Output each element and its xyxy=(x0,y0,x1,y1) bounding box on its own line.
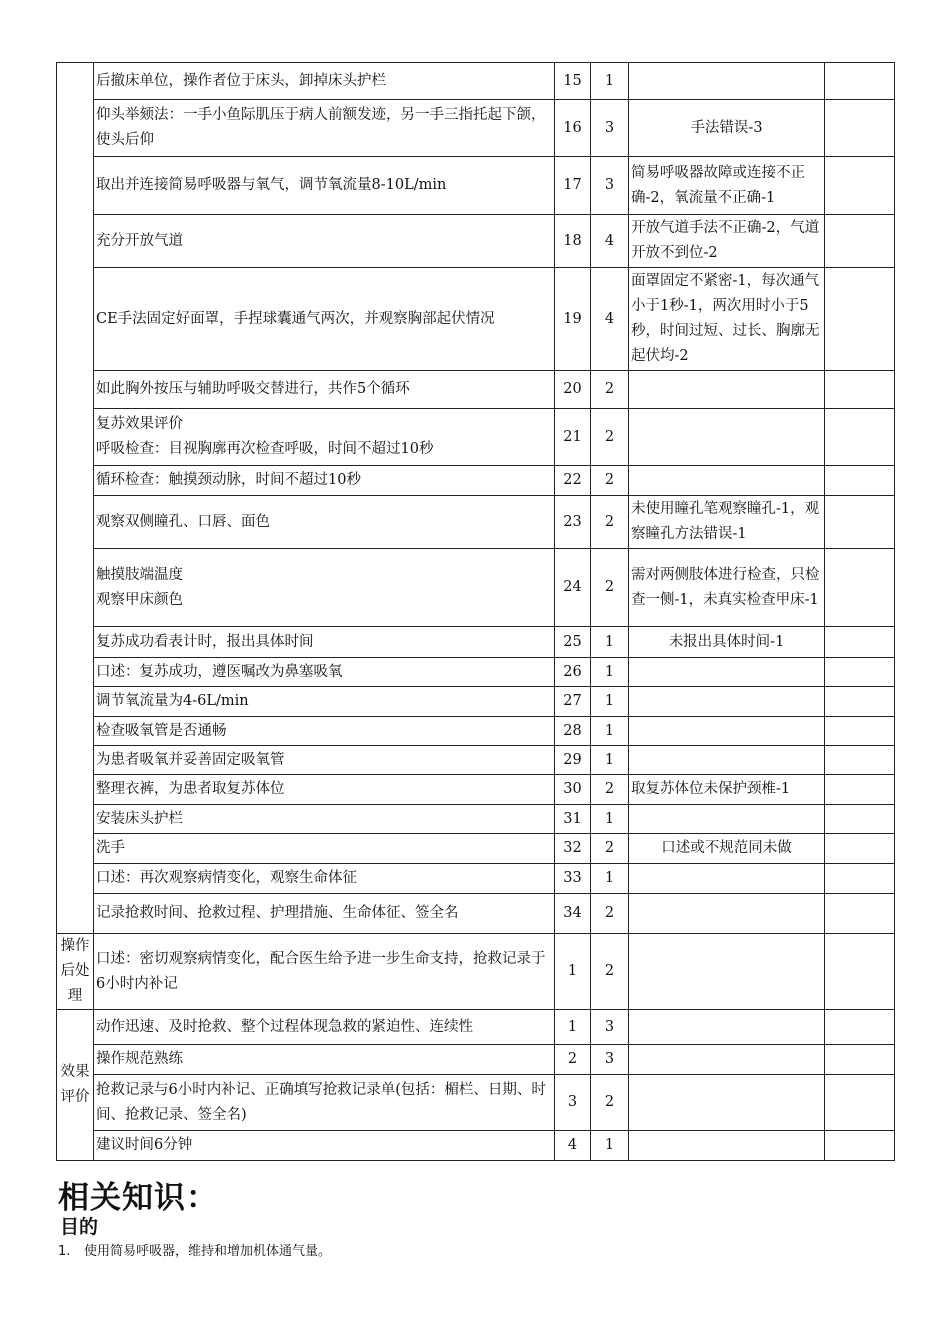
score-cell: 3 xyxy=(591,157,629,215)
remark-cell xyxy=(825,775,895,805)
step-cell: 口述：复苏成功，遵医嘱改为鼻塞吸氧 xyxy=(94,658,555,687)
step-cell: 复苏效果评价 呼吸检查：目视胸廓再次检查呼吸，时间不超过10秒 xyxy=(94,409,555,466)
step-cell: 如此胸外按压与辅助呼吸交替进行，共作5个循环 xyxy=(94,371,555,409)
remark-cell xyxy=(825,268,895,371)
table-row xyxy=(57,1075,895,1131)
item-number-cell: 28 xyxy=(555,717,591,746)
score-cell: 3 xyxy=(591,100,629,157)
step-cell: 取出并连接简易呼吸器与氧气，调节氧流量8-10L/min xyxy=(94,157,555,215)
step-cell: 安装床头护栏 xyxy=(94,805,555,834)
item-number-cell: 17 xyxy=(555,157,591,215)
remark-cell xyxy=(825,549,895,627)
score-cell: 2 xyxy=(591,894,629,934)
deduction-cell: 未报出具体时间-1 xyxy=(629,627,825,658)
deduction-cell xyxy=(629,466,825,496)
deduction-cell xyxy=(629,687,825,717)
item-number-cell: 4 xyxy=(555,1131,591,1161)
remark-cell xyxy=(825,627,895,658)
step-cell: 观察双侧瞳孔、口唇、面色 xyxy=(94,496,555,549)
remark-cell xyxy=(825,496,895,549)
step-cell: 口述：再次观察病情变化，观察生命体征 xyxy=(94,864,555,894)
score-cell: 1 xyxy=(591,658,629,687)
deduction-cell xyxy=(629,1075,825,1131)
score-cell: 1 xyxy=(591,687,629,717)
remark-cell xyxy=(825,63,895,100)
table-row xyxy=(57,658,895,687)
step-cell: 整理衣裤，为患者取复苏体位 xyxy=(94,775,555,805)
table-row xyxy=(57,215,895,268)
item-number-cell: 22 xyxy=(555,466,591,496)
remark-cell xyxy=(825,805,895,834)
item-number-cell: 16 xyxy=(555,100,591,157)
deduction-cell xyxy=(629,63,825,100)
item-number-cell: 24 xyxy=(555,549,591,627)
category-cell: 效果评价 xyxy=(57,1010,94,1161)
item-number-cell: 31 xyxy=(555,805,591,834)
step-cell: 后撤床单位，操作者位于床头，卸掉床头护栏 xyxy=(94,63,555,100)
table-row xyxy=(57,466,895,496)
deduction-cell xyxy=(629,746,825,775)
deduction-cell xyxy=(629,1045,825,1075)
deduction-cell: 未使用瞳孔笔观察瞳孔-1，观察瞳孔方法错误-1 xyxy=(629,496,825,549)
table-row xyxy=(57,864,895,894)
item-number-cell: 1 xyxy=(555,934,591,1010)
table-row xyxy=(57,1131,895,1161)
score-cell: 2 xyxy=(591,409,629,466)
table-row xyxy=(57,549,895,627)
remark-cell xyxy=(825,157,895,215)
score-cell: 2 xyxy=(591,466,629,496)
step-cell: 调节氧流量为4-6L/min xyxy=(94,687,555,717)
score-cell: 3 xyxy=(591,1045,629,1075)
item-number-cell: 30 xyxy=(555,775,591,805)
step-cell: 洗手 xyxy=(94,834,555,864)
category-cell xyxy=(57,63,94,934)
table-row xyxy=(57,687,895,717)
step-cell: 复苏成功看表计时，报出具体时间 xyxy=(94,627,555,658)
item-number-cell: 27 xyxy=(555,687,591,717)
deduction-cell xyxy=(629,805,825,834)
scoring-table xyxy=(56,62,895,1161)
item-number-cell: 21 xyxy=(555,409,591,466)
item-number-cell: 19 xyxy=(555,268,591,371)
step-cell: 动作迅速、及时抢救、整个过程体现急救的紧迫性、连续性 xyxy=(94,1010,555,1045)
deduction-cell: 需对两侧肢体进行检查，只检查一侧-1，未真实检查甲床-1 xyxy=(629,549,825,627)
score-cell: 3 xyxy=(591,1010,629,1045)
remark-cell xyxy=(825,466,895,496)
item-number-cell: 29 xyxy=(555,746,591,775)
step-cell: 触摸肢端温度 观察甲床颜色 xyxy=(94,549,555,627)
table-row xyxy=(57,805,895,834)
item-number-cell: 34 xyxy=(555,894,591,934)
item-number-cell: 15 xyxy=(555,63,591,100)
item-number-cell: 23 xyxy=(555,496,591,549)
item-number-cell: 20 xyxy=(555,371,591,409)
remark-cell xyxy=(825,717,895,746)
purpose-list-item xyxy=(58,1240,331,1259)
deduction-cell xyxy=(629,371,825,409)
knowledge-heading: 相关知识： xyxy=(58,1180,218,1216)
step-cell: 循环检查：触摸颈动脉，时间不超过10秒 xyxy=(94,466,555,496)
table-row xyxy=(57,1045,895,1075)
step-cell: 仰头举颏法：一手小鱼际肌压于病人前额发迹，另一手三指托起下颌，使头后仰 xyxy=(94,100,555,157)
table-row xyxy=(57,894,895,934)
remark-cell xyxy=(825,687,895,717)
scoring-table-body xyxy=(57,63,895,1161)
score-cell: 1 xyxy=(591,1131,629,1161)
table-row xyxy=(57,100,895,157)
score-cell: 1 xyxy=(591,63,629,100)
purpose-subheading: 目的 xyxy=(60,1216,99,1238)
remark-cell xyxy=(825,409,895,466)
step-cell: 记录抢救时间、抢救过程、护理措施、生命体征、签全名 xyxy=(94,894,555,934)
step-cell: 为患者吸氧并妥善固定吸氧管 xyxy=(94,746,555,775)
item-number-cell: 26 xyxy=(555,658,591,687)
score-cell: 1 xyxy=(591,864,629,894)
step-cell: 口述：密切观察病情变化，配合医生给予进一步生命支持，抢救记录于6小时内补记 xyxy=(94,934,555,1010)
step-cell: 建议时间6分钟 xyxy=(94,1131,555,1161)
table-row xyxy=(57,157,895,215)
step-cell: 充分开放气道 xyxy=(94,215,555,268)
remark-cell xyxy=(825,1075,895,1131)
deduction-cell: 取复苏体位未保护颈椎-1 xyxy=(629,775,825,805)
deduction-cell xyxy=(629,934,825,1010)
score-cell: 1 xyxy=(591,746,629,775)
step-cell: 操作规范熟练 xyxy=(94,1045,555,1075)
table-row xyxy=(57,746,895,775)
item-number-cell: 3 xyxy=(555,1075,591,1131)
table-row xyxy=(57,934,895,1010)
remark-cell xyxy=(825,1131,895,1161)
table-row xyxy=(57,371,895,409)
deduction-cell xyxy=(629,864,825,894)
score-cell: 2 xyxy=(591,834,629,864)
category-cell: 操作后处理 xyxy=(57,934,94,1010)
deduction-cell: 开放气道手法不正确-2，气道开放不到位-2 xyxy=(629,215,825,268)
score-cell: 4 xyxy=(591,268,629,371)
table-row xyxy=(57,717,895,746)
remark-cell xyxy=(825,371,895,409)
score-cell: 2 xyxy=(591,934,629,1010)
score-cell: 4 xyxy=(591,215,629,268)
item-number-cell: 32 xyxy=(555,834,591,864)
remark-cell xyxy=(825,894,895,934)
remark-cell xyxy=(825,1045,895,1075)
remark-cell xyxy=(825,746,895,775)
deduction-cell xyxy=(629,1010,825,1045)
score-cell: 1 xyxy=(591,805,629,834)
deduction-cell xyxy=(629,1131,825,1161)
item-number-cell: 33 xyxy=(555,864,591,894)
score-cell: 1 xyxy=(591,627,629,658)
table-row xyxy=(57,627,895,658)
deduction-cell xyxy=(629,717,825,746)
step-cell: CE手法固定好面罩，手捏球囊通气两次，并观察胸部起伏情况 xyxy=(94,268,555,371)
remark-cell xyxy=(825,1010,895,1045)
item-number-cell: 1 xyxy=(555,1010,591,1045)
score-cell: 2 xyxy=(591,1075,629,1131)
deduction-cell xyxy=(629,894,825,934)
item-number-cell: 25 xyxy=(555,627,591,658)
score-cell: 2 xyxy=(591,371,629,409)
remark-cell xyxy=(825,934,895,1010)
table-row xyxy=(57,834,895,864)
deduction-cell: 口述或不规范同未做 xyxy=(629,834,825,864)
deduction-cell xyxy=(629,409,825,466)
remark-cell xyxy=(825,864,895,894)
item-number-cell: 2 xyxy=(555,1045,591,1075)
remark-cell xyxy=(825,100,895,157)
step-cell: 检查吸氧管是否通畅 xyxy=(94,717,555,746)
table-row xyxy=(57,775,895,805)
score-cell: 2 xyxy=(591,549,629,627)
table-row xyxy=(57,63,895,100)
step-cell: 抢救记录与6小时内补记、正确填写抢救记录单(包括：楣栏、日期、时间、抢救记录、签全名) xyxy=(94,1075,555,1131)
score-cell: 2 xyxy=(591,775,629,805)
item-number-cell: 18 xyxy=(555,215,591,268)
list-text: 使用简易呼吸器，维持和增加机体通气量。 xyxy=(84,1244,332,1259)
deduction-cell: 面罩固定不紧密-1，每次通气小于1秒-1，两次用时小于5秒，时间过短、过长、胸廓无起伏均-2 xyxy=(629,268,825,371)
list-marker: 1. xyxy=(58,1244,71,1259)
remark-cell xyxy=(825,215,895,268)
table-row xyxy=(57,1010,895,1045)
table-row xyxy=(57,268,895,371)
remark-cell xyxy=(825,834,895,864)
score-cell: 1 xyxy=(591,717,629,746)
remark-cell xyxy=(825,658,895,687)
table-row xyxy=(57,496,895,549)
deduction-cell: 简易呼吸器故障或连接不正确-2，氧流量不正确-1 xyxy=(629,157,825,215)
table-row xyxy=(57,409,895,466)
score-cell: 2 xyxy=(591,496,629,549)
deduction-cell: 手法错误-3 xyxy=(629,100,825,157)
deduction-cell xyxy=(629,658,825,687)
